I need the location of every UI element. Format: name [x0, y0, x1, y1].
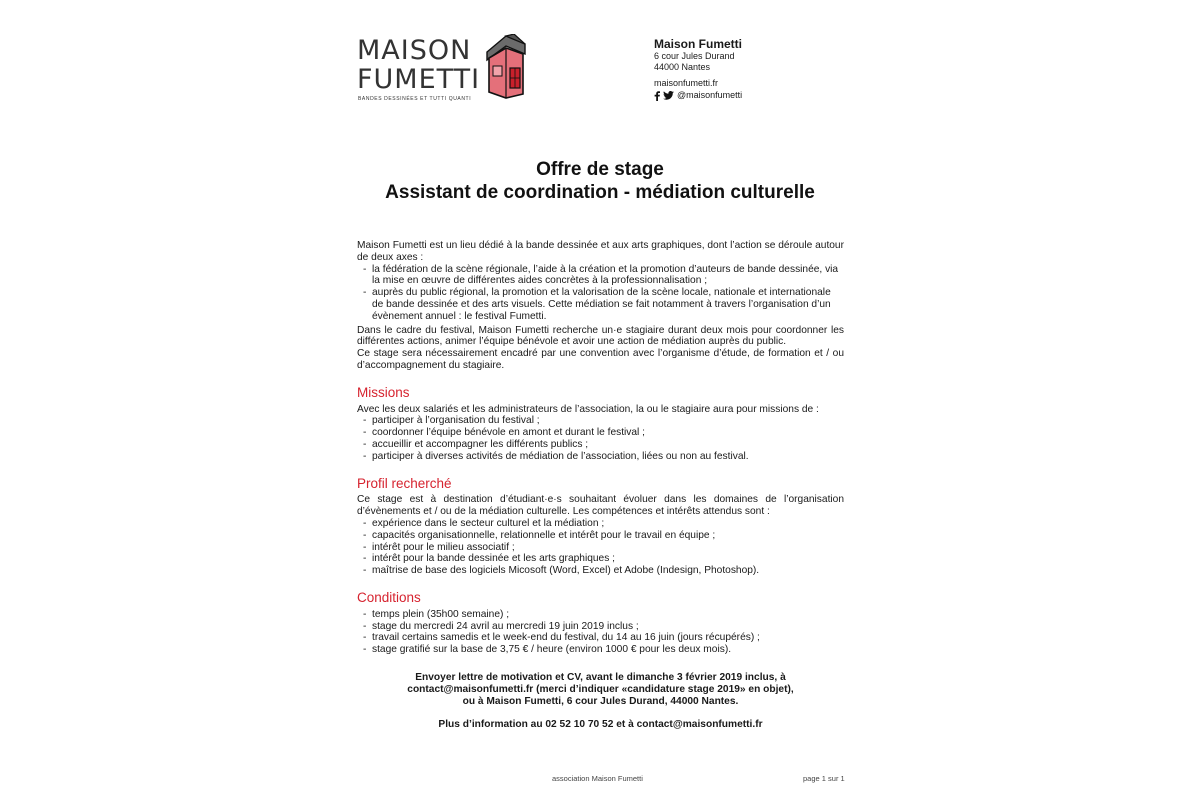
- condition-item: - travail certains samedis et le week-end du festival, du 14 au 16 juin (jours récupérés) ;: [357, 632, 844, 644]
- contact-city: 44000 Nantes: [654, 62, 711, 72]
- facebook-icon[interactable]: [654, 91, 660, 101]
- application-instructions: [357, 672, 844, 709]
- closing-line-1: Envoyer lettre de motivation et CV, avant le dimanche 3 février 2019 inclus, à: [415, 671, 786, 683]
- missions-heading: Missions: [357, 384, 410, 400]
- logo-line-2: FUMETTI: [357, 64, 481, 95]
- mission-item: - coordonner l’équipe bénévole en amont et durant le festival ;: [357, 427, 844, 439]
- missions-intro: Avec les deux salariés et les administrateurs de l’association, la ou le stagiaire aura pour missions de :: [357, 403, 819, 415]
- profil-item: - capacités organisationnelle, relationnelle et intérêt pour le travail en équipe ;: [357, 530, 844, 542]
- contact-block: [654, 39, 742, 101]
- condition-item: - stage du mercredi 24 avril au mercredi 19 juin 2019 inclus ;: [357, 621, 844, 633]
- footer-page-number: page 1 sur 1: [803, 774, 845, 783]
- condition-item: - stage gratifié sur la base de 3,75 € / heure (environ 1000 € pour les deux mois).: [357, 644, 844, 656]
- contact-website[interactable]: maisonfumetti.fr: [654, 78, 719, 88]
- convention-paragraph: Ce stage sera nécessairement encadré par une convention avec l’organisme d’étude, de formation et / ou d’accompagnement du stagiaire.: [357, 348, 844, 371]
- contact-name: Maison Fumetti: [654, 37, 743, 51]
- condition-item: - temps plein (35h00 semaine) ;: [357, 609, 844, 621]
- axis-item: - auprès du public régional, la promotion et la valorisation de la scène locale, nationale et internationale de bande dessinée et des arts visuels. Cette médiation se fait notamment à travers l’organisation d’un évènement annuel : le festival Fumetti.: [357, 287, 844, 322]
- offer-title: [0, 158, 1200, 204]
- conditions-list: [357, 609, 844, 656]
- logo-line-1: MAISON: [357, 35, 472, 66]
- festival-paragraph: Dans le cadre du festival, Maison Fumetti recherche un·e stagiaire durant deux mois pour coordonner les différentes actions, animer l’équipe bénévole et avoir une action de médiation auprès du public.: [357, 324, 844, 348]
- axis-item: - la fédération de la scène régionale, l’aide à la création et la promotion d’auteurs de bande dessinée, via la mise en œuvre de différentes aides concrètes à la professionnalisation ;: [357, 264, 844, 288]
- mission-item: - participer à diverses activités de médiation de l’association, liées ou non au festival.: [357, 451, 844, 463]
- intro-paragraph: Maison Fumetti est un lieu dédié à la bande dessinée et aux arts graphiques, dont l’action se déroule autour de deux axes :: [357, 240, 844, 263]
- profil-item: - intérêt pour le milieu associatif ;: [357, 542, 844, 554]
- maison-fumetti-logo: [357, 34, 527, 104]
- profil-item: - expérience dans le secteur culturel et la médiation ;: [357, 518, 844, 530]
- info-line[interactable]: Plus d’information au 02 52 10 70 52 et à contact@maisonfumetti.fr: [438, 718, 763, 730]
- title-line-1: Offre de stage: [536, 159, 664, 180]
- title-line-2: Assistant de coordination - médiation culturelle: [385, 182, 815, 203]
- logo-tagline: BANDES DESSINÉES ET TUTTI QUANTI: [358, 96, 472, 102]
- profil-heading: Profil recherché: [357, 475, 452, 491]
- profil-intro: Ce stage est à destination d’étudiant·e·s souhaitant évoluer dans les domaines de l’organisation d’évènements et / ou de la médiation culturelle. Les compétences et intérêts attendus sont :: [357, 494, 844, 518]
- conditions-heading: Conditions: [357, 589, 421, 605]
- footer-association: association Maison Fumetti: [552, 774, 643, 783]
- social-row: [654, 90, 742, 101]
- profil-item: - maîtrise de base des logiciels Micosoft (Word, Excel) et Adobe (Indesign, Photoshop).: [357, 565, 844, 577]
- closing-line-3: ou à Maison Fumetti, 6 cour Jules Durand, 44000 Nantes.: [462, 696, 739, 708]
- axes-list: [357, 264, 844, 323]
- missions-list: [357, 415, 844, 462]
- contact-street: 6 cour Jules Durand: [654, 51, 735, 61]
- offer-body: [357, 240, 844, 730]
- profil-list: [357, 518, 844, 577]
- contact-handle[interactable]: @maisonfumetti: [677, 90, 743, 100]
- house-logo-icon: [484, 34, 528, 105]
- mission-item: - accueillir et accompagner les différents publics ;: [357, 439, 844, 451]
- profil-item: - intérêt pour la bande dessinée et les arts graphiques ;: [357, 553, 844, 565]
- twitter-icon[interactable]: [663, 91, 674, 100]
- mission-item: - participer à l’organisation du festival ;: [357, 415, 844, 427]
- closing-line-2[interactable]: contact@maisonfumetti.fr (merci d’indiquer «candidature stage 2019» en objet),: [407, 684, 794, 696]
